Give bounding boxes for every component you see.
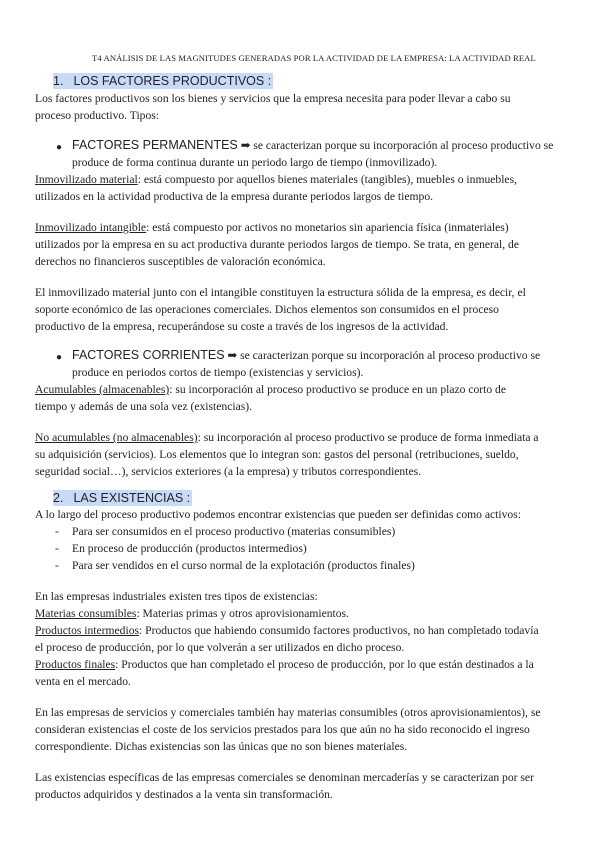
corrientes-line-2: produce en periodos cortos de tiempo (existencias y servicios).	[72, 366, 364, 379]
paragraph-line-2: soporte económico de las operaciones comerciales. Dichos elementos son consumidos en el proceso	[35, 303, 499, 316]
permanentes-text-1: se caracterizan porque su incorporación al proceso productivo se	[253, 139, 554, 152]
section-1-title: LOS FACTORES PRODUCTIVOS :	[65, 73, 273, 89]
materias-line	[35, 605, 349, 622]
list-item-text: En proceso de producción (productos intermedios)	[72, 542, 307, 555]
list-item-text: Para ser consumidos en el proceso productivo (materias consumibles)	[72, 525, 396, 538]
section-2-heading	[53, 489, 192, 507]
no-acumulables-term: No acumulables (no almacenables)	[35, 431, 198, 444]
inmov-material-line-1	[35, 171, 517, 188]
servicios-line-1: En las empresas de servicios y comerciales también hay materias consumibles (otros aprovisionamientos), se	[35, 706, 541, 719]
intermedios-line-2: el proceso de producción, por lo que volverán a ser utilizados en dicho proceso.	[35, 641, 405, 654]
bullet-dot-icon: ●	[56, 352, 63, 363]
servicios-line-2: consideran existencias el coste de los servicios prestados para los que aún no ha sido reconocido el ingreso	[35, 723, 530, 736]
intermedios-term: Productos intermedios	[35, 624, 140, 637]
inmov-material-line-2: utilizados en la actividad productiva de la empresa durante periodos largos de tiempo.	[35, 190, 434, 203]
no-acumulables-line-3: seguridad social…), servicios exteriores (a la empresa) y tributos correspondientes.	[35, 465, 422, 478]
list-item	[55, 523, 59, 540]
existencias-intro: A lo largo del proceso productivo podemos encontrar existencias que pueden ser definidas como activos:	[35, 508, 521, 521]
finales-line-1	[35, 656, 534, 673]
list-item	[55, 540, 59, 557]
finales-term: Productos finales	[35, 658, 116, 671]
inmov-intangible-term: Inmovilizado intangible	[35, 221, 147, 234]
list-item	[55, 557, 59, 574]
inmov-intangible-line-1	[35, 219, 509, 236]
dash-icon: -	[55, 525, 59, 538]
intermedios-text-1: : Productos que habiendo consumido factores productivos, no han completado todavía	[139, 624, 539, 637]
intro-line-1: Los factores productivos son los bienes y servicios que la empresa necesita para poder llevar a cabo su	[35, 92, 511, 105]
inmov-material-text-1: : está compuesto por aquellos bienes materiales (tangibles), muebles o inmuebles,	[137, 173, 517, 186]
section-1-heading	[53, 72, 273, 90]
comerciales-line-1: Las existencias específicas de las empresas comerciales se denominan mercaderías y se caracterizan por ser	[35, 771, 534, 784]
list-item-text: Para ser vendidos en el curso normal de la explotación (productos finales)	[72, 559, 415, 572]
section-2-title: LAS EXISTENCIAS :	[65, 490, 192, 506]
inmov-material-term: Inmovilizado material	[35, 173, 138, 186]
dash-icon: -	[55, 542, 59, 555]
permanentes-label: FACTORES PERMANENTES	[72, 138, 238, 152]
corrientes-text-1: se caracterizan porque su incorporación al proceso productivo se	[240, 349, 541, 362]
acumulables-line-2: tiempo y además de una sola vez (existencias).	[35, 400, 252, 413]
intermedios-line-1	[35, 622, 539, 639]
section-2-number: 2.	[53, 491, 64, 505]
acumulables-term: Acumulables (almacenables)	[35, 383, 170, 396]
bullet-permanentes	[56, 138, 62, 156]
no-acumulables-line-1	[35, 429, 539, 446]
finales-text-1: : Productos que han completado el proceso de producción, por lo que están destinados a la	[115, 658, 534, 671]
comerciales-line-2: productos adquiridos y destinados a la venta sin transformación.	[35, 788, 333, 801]
arrow-right-icon: ➡	[227, 349, 238, 362]
inmov-intangible-line-2: utilizados por la empresa en su act productiva durante periodos largos de tiempo. Se trata, en general, de	[35, 238, 519, 251]
finales-line-2: venta en el mercado.	[35, 675, 131, 688]
inmov-intangible-line-3: derechos no financieros susceptibles de valoración económica.	[35, 255, 326, 268]
corrientes-label: FACTORES CORRIENTES	[72, 348, 225, 362]
paragraph-line-3: productivo de la empresa, recuperándose su coste a través de los ingresos de la actividad.	[35, 320, 449, 333]
bullet-dot-icon: ●	[56, 142, 63, 153]
materias-text: : Materias primas y otros aprovisionamientos.	[136, 607, 349, 620]
acumulables-line-1	[35, 381, 506, 398]
intro-line-2: proceso productivo. Tipos:	[35, 109, 159, 122]
acumulables-text-1: : su incorporación al proceso productivo se produce en un plazo corto de	[169, 383, 506, 396]
corrientes-line-1	[72, 347, 540, 364]
permanentes-line-1	[72, 137, 553, 154]
paragraph-line-1: El inmovilizado material junto con el intangible constituyen la estructura sólida de la empresa, es decir, el	[35, 286, 526, 299]
dash-icon: -	[55, 559, 59, 572]
tipos-intro: En las empresas industriales existen tres tipos de existencias:	[35, 590, 318, 603]
no-acumulables-line-2: su adquisición (servicios). Los elementos que lo integran son: gastos del personal (retribuciones, sueldo,	[35, 448, 519, 461]
arrow-right-icon: ➡	[240, 139, 251, 152]
document-title: T4 ANÁLISIS DE LAS MAGNITUDES GENERADAS POR LA ACTIVIDAD DE LA EMPRESA: LA ACTIVIDAD REAL	[92, 53, 536, 63]
inmov-intangible-text-1: : está compuesto por activos no monetarios sin apariencia física (inmateriales)	[146, 221, 509, 234]
no-acumulables-text-1: : su incorporación al proceso productivo se produce de forma inmediata a	[197, 431, 539, 444]
section-1-number: 1.	[53, 74, 64, 88]
bullet-corrientes	[56, 348, 62, 366]
servicios-line-3: correspondiente. Dichas existencias son las únicas que no son bienes materiales.	[35, 740, 408, 753]
materias-term: Materias consumibles	[35, 607, 137, 620]
permanentes-line-2: produce de forma continua durante un periodo largo de tiempo (inmovilizado).	[72, 156, 438, 169]
